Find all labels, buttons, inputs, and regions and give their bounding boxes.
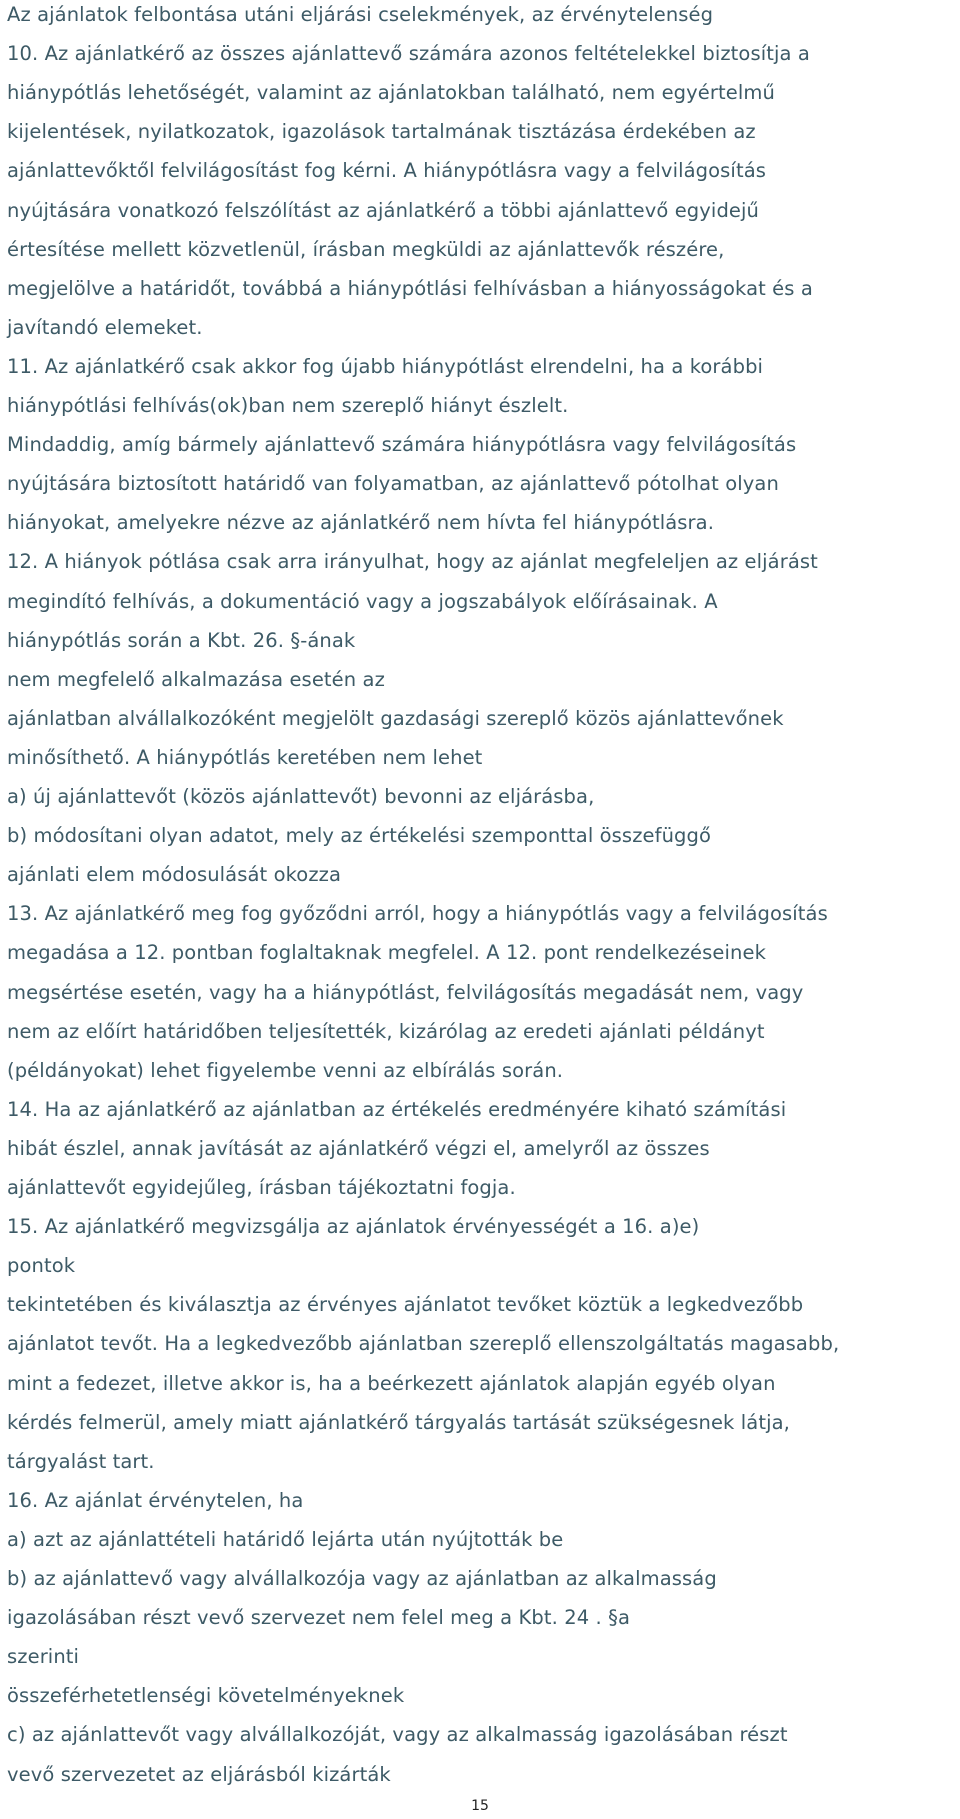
text-line: igazolásában részt vevő szervezet nem felel meg a Kbt. 24 . §a xyxy=(7,1606,631,1630)
text-line: megsértése esetén, vagy ha a hiánypótlást, felvilágosítás megadását nem, vagy xyxy=(7,980,804,1004)
text-line: 13. Az ajánlatkérő meg fog győződni arról, hogy a hiánypótlás vagy a felvilágosítás xyxy=(7,902,828,926)
text-line: megadása a 12. pontban foglaltaknak megfelel. A 12. pont rendelkezéseinek xyxy=(7,941,766,965)
text-line: nem megfelelő alkalmazása esetén az xyxy=(7,667,385,691)
text-line: összeférhetetlenségi követelményeknek xyxy=(7,1684,405,1708)
text-line: (példányokat) lehet figyelembe venni az elbírálás során. xyxy=(7,1058,564,1082)
text-line: 11. Az ajánlatkérő csak akkor fog újabb hiánypótlást elrendelni, ha a korábbi xyxy=(7,354,764,378)
text-line: Mindaddig, amíg bármely ajánlattevő számára hiánypótlásra vagy felvilágosítás xyxy=(7,433,797,457)
text-line: vevő szervezetet az eljárásból kizárták xyxy=(7,1762,391,1786)
text-line: b) az ajánlattevő vagy alvállalkozója vagy az ajánlatban az alkalmasság xyxy=(7,1567,717,1590)
text-line: kérdés felmerül, amely miatt ajánlatkérő tárgyalás tartását szükségesnek látja, xyxy=(7,1410,790,1434)
text-line: hiányokat, amelyekre nézve az ajánlatkérő nem hívta fel hiánypótlásra. xyxy=(7,511,715,535)
text-line: ajánlatot tevőt. Ha a legkedvezőbb ajánlatban szereplő ellenszolgáltatás magasabb, xyxy=(7,1332,840,1356)
text-line: szerinti xyxy=(7,1645,80,1669)
text-line: a) azt az ajánlattételi határidő lejárta után nyújtották be xyxy=(7,1527,564,1551)
text-line: c) az ajánlattevőt vagy alvállalkozóját, vagy az alkalmasság igazolásában részt xyxy=(7,1723,788,1747)
text-line: b) módosítani olyan adatot, mely az értékelési szemponttal összefüggő xyxy=(7,824,712,848)
text-line: pontok xyxy=(7,1254,76,1278)
text-line: nyújtására biztosított határidő van folyamatban, az ajánlattevő pótolhat olyan xyxy=(7,472,779,496)
text-line: javítandó elemeket. xyxy=(7,315,203,339)
text-line: kijelentések, nyilatkozatok, igazolások tartalmának tisztázása érdekében az xyxy=(7,120,756,144)
text-line: 15. Az ajánlatkérő megvizsgálja az ajánlatok érvényességét a 16. a)e) xyxy=(7,1215,700,1239)
text-line: nem az előírt határidőben teljesítették, kizárólag az eredeti ajánlati példányt xyxy=(7,1019,765,1043)
text-line: ajánlattevőt egyidejűleg, írásban tájékoztatni fogja. xyxy=(7,1176,516,1199)
page-number: 15 xyxy=(471,1798,489,1814)
text-line: ajánlati elem módosulását okozza xyxy=(7,863,342,887)
text-line: nyújtására vonatkozó felszólítást az ajánlatkérő a többi ajánlattevő egyidejű xyxy=(7,198,759,222)
text-line: hiánypótlás lehetőségét, valamint az ajánlatokban található, nem egyértelmű xyxy=(7,81,775,105)
text-line: hiánypótlási felhívás(ok)ban nem szereplő hiányt észlelt. xyxy=(7,394,569,417)
text-line: ajánlatban alvállalkozóként megjelölt gazdasági szereplő közös ajánlattevőnek xyxy=(7,706,784,730)
text-line: 10. Az ajánlatkérő az összes ajánlattevő számára azonos feltételekkel biztosítja a xyxy=(7,42,810,66)
text-line: tárgyalást tart. xyxy=(7,1449,155,1473)
text-line: 12. A hiányok pótlása csak arra irányulhat, hogy az ajánlat megfeleljen az eljárást xyxy=(7,550,818,574)
text-line: hiánypótlás során a Kbt. 26. §-ának xyxy=(7,628,356,652)
text-line: 14. Ha az ajánlatkérő az ajánlatban az értékelés eredményére kiható számítási xyxy=(7,1097,787,1121)
text-line: megjelölve a határidőt, továbbá a hiánypótlási felhívásban a hiányosságokat és a xyxy=(7,276,813,300)
text-line: ajánlattevőktől felvilágosítást fog kérni. A hiánypótlásra vagy a felvilágosítás xyxy=(7,159,766,183)
text-line: mint a fedezet, illetve akkor is, ha a beérkezett ajánlatok alapján egyéb olyan xyxy=(7,1371,776,1395)
text-line: a) új ajánlattevőt (közös ajánlattevőt) bevonni az eljárásba, xyxy=(7,785,595,808)
text-line: Az ajánlatok felbontása utáni eljárási cselekmények, az érvénytelenség xyxy=(7,3,714,26)
text-line: tekintetében és kiválasztja az érvényes ajánlatot tevőket köztük a legkedvezőbb xyxy=(7,1293,804,1317)
text-line: hibát észlel, annak javítását az ajánlatkérő végzi el, amelyről az összes xyxy=(7,1136,710,1160)
text-line: minősíthető. A hiánypótlás keretében nem lehet xyxy=(7,745,483,769)
text-line: 16. Az ajánlat érvénytelen, ha xyxy=(7,1488,304,1512)
text-line: megindító felhívás, a dokumentáció vagy a jogszabályok előírásainak. A xyxy=(7,589,718,613)
text-line: értesítése mellett közvetlenül, írásban megküldi az ajánlattevők részére, xyxy=(7,237,725,261)
